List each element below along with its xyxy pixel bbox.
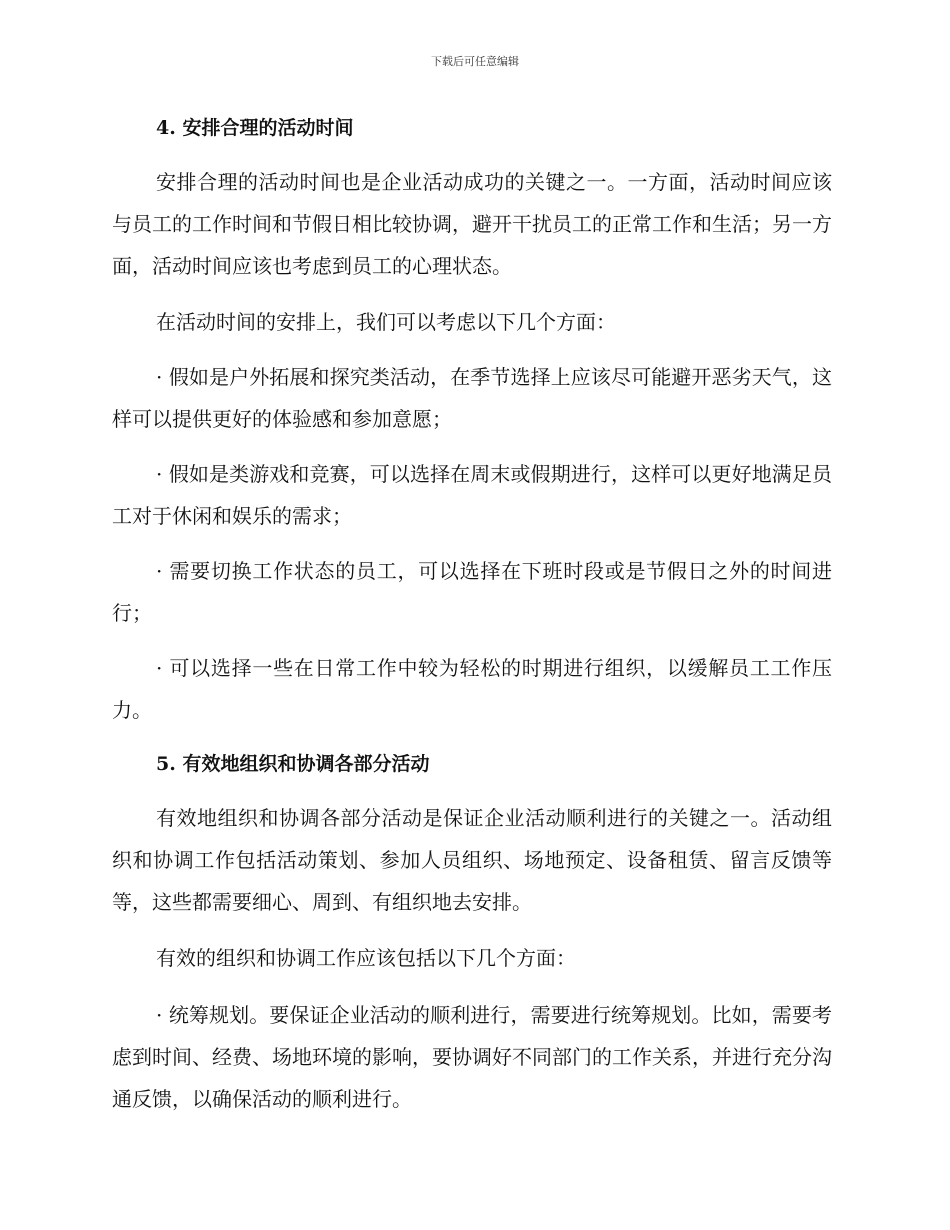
paragraph: 有效地组织和协调各部分活动是保证企业活动顺利进行的关键之一。活动组织和协调工作包括活动策划、参加人员组织、场地预定、设备租赁、留言反馈等等，这些都需要细心、周到、有组织地去安排。 [112,806,832,914]
paragraph: 在活动时间的安排上，我们可以考虑以下几个方面： [156,310,616,334]
bullet-item: · 假如是户外拓展和探究类活动，在季节选择上应该尽可能避开恶劣天气，这样可以提供更好的体验感和参加意愿； [112,365,832,431]
paragraph: 安排合理的活动时间也是企业活动成功的关键之一。一方面，活动时间应该与员工的工作时间和节假日相比较协调，避开干扰员工的正常工作和生活；另一方面，活动时间应该也考虑到员工的心理状态。 [112,170,832,278]
section-heading: 4. 安排合理的活动时间 [156,117,354,139]
bullet-item: · 统筹规划。要保证企业活动的顺利进行，需要进行统筹规划。比如，需要考虑到时间、经费、场地环境的影响，要协调好不同部门的工作关系，并进行充分沟通反馈，以确保活动的顺利进行。 [112,1003,832,1111]
bullet-item: · 可以选择一些在日常工作中较为轻松的时期进行组织，以缓解员工工作压力。 [112,656,832,722]
paragraph: 有效的组织和协调工作应该包括以下几个方面： [156,946,576,970]
page-header: 下载后可任意编辑 [431,55,519,68]
bullet-item: · 需要切换工作状态的员工，可以选择在下班时段或是节假日之外的时间进行； [112,559,832,625]
bullet-item: · 假如是类游戏和竞赛，可以选择在周末或假期进行，这样可以更好地满足员工对于休闲和娱乐的需求； [112,462,832,528]
section-heading: 5. 有效地组织和协调各部分活动 [156,753,430,775]
